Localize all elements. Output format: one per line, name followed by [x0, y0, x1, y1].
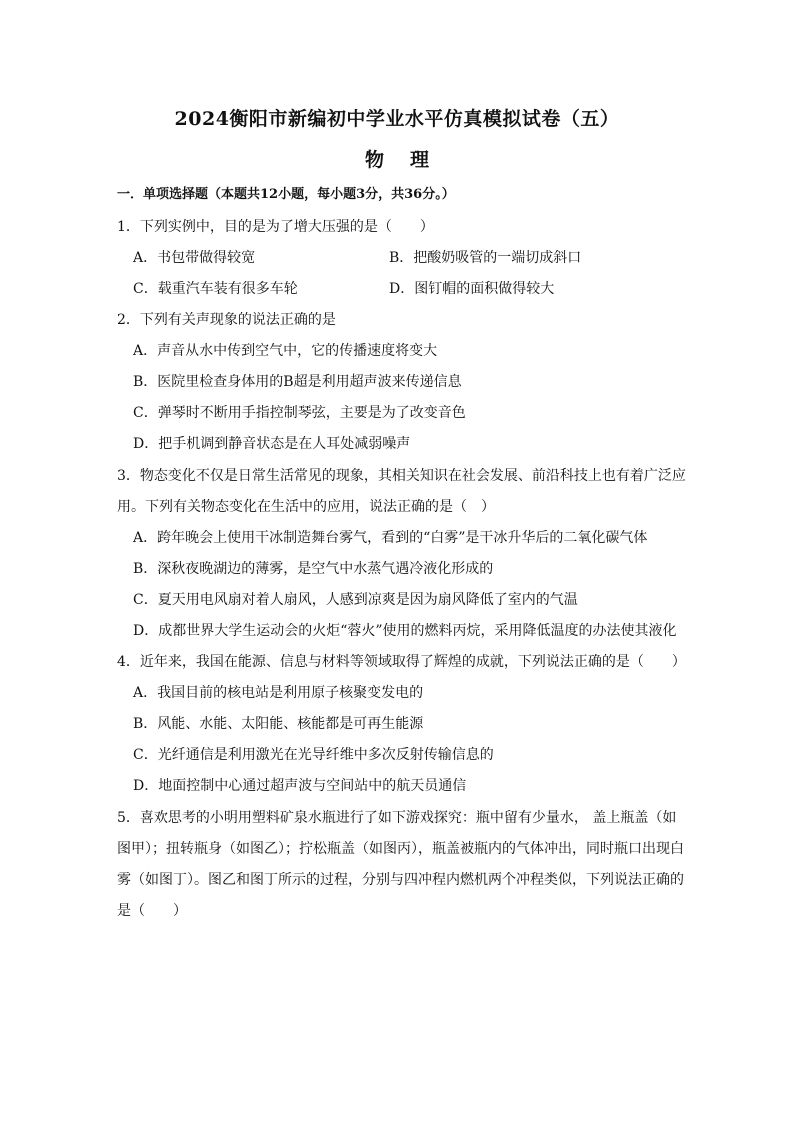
subject-title: 物理	[364, 149, 455, 171]
question-4-stem: 4．近年来，我国在能源、信息与材料等领域取得了辉煌的成就，下列说法正确的是（ ）	[117, 654, 686, 670]
question-1-option-a: A．书包带做得较宽	[133, 250, 256, 266]
question-1-stem: 1．下列实例中，目的是为了增大压强的是（ ）	[117, 219, 434, 235]
question-5-stem-line-4: 是（ ）	[117, 903, 187, 919]
question-3-stem-line-1: 3．物态变化不仅是日常生活常见的现象，其相关知识在社会发展、前沿科技上也有着广泛应	[117, 468, 686, 484]
question-3-option-b: B．深秋夜晚湖边的薄雾，是空气中水蒸气遇冷液化形成的	[133, 561, 494, 577]
exam-title: 2024衡阳市新编初中学业水平仿真模拟试卷（五）	[174, 108, 620, 130]
question-1-option-c: C．载重汽车装有很多车轮	[133, 281, 298, 297]
question-2-option-d: D．把手机调到静音状态是在人耳处减弱噪声	[133, 436, 411, 452]
question-1-option-d: D．图钉帽的面积做得较大	[389, 281, 555, 297]
question-3-option-d: D．成都世界大学生运动会的火炬“蓉火”使用的燃料丙烷，采用降低温度的办法使其液化	[133, 623, 677, 639]
section-heading: 一．单项选择题（本题共12小题，每小题3分，共36分。）	[117, 187, 455, 202]
question-4-option-d: D．地面控制中心通过超声波与空间站中的航天员通信	[133, 778, 467, 794]
question-4-option-a: A．我国目前的核电站是利用原子核聚变发电的	[133, 685, 424, 701]
question-2-option-c: C．弹琴时不断用手指控制琴弦，主要是为了改变音色	[133, 405, 466, 421]
question-5-stem-line-1: 5．喜欢思考的小明用塑料矿泉水瓶进行了如下游戏探究：瓶中留有少量水， 盖上瓶盖（如	[117, 810, 677, 826]
question-5-stem-line-3: 雾（如图丁）。图乙和图丁所示的过程，分别与四冲程内燃机两个冲程类似，下列说法正确的	[117, 872, 684, 888]
question-1-option-b: B．把酸奶吸管的一端切成斜口	[389, 250, 582, 266]
question-2-stem: 2．下列有关声现象的说法正确的是	[117, 312, 336, 328]
question-3-option-a: A．跨年晚会上使用干冰制造舞台雾气，看到的“白雾”是干冰升华后的二氧化碳气体	[133, 530, 648, 546]
question-2-option-b: B．医院里检查身体用的B超是利用超声波来传递信息	[133, 374, 462, 390]
question-3-stem-line-2: 用。下列有关物态变化在生活中的应用，说法正确的是（ ）	[117, 499, 495, 515]
question-2-option-a: A．声音从水中传到空气中，它的传播速度将变大	[133, 343, 438, 359]
question-4-option-b: B．风能、水能、太阳能、核能都是可再生能源	[133, 716, 424, 732]
question-4-option-c: C．光纤通信是利用激光在光导纤维中多次反射传输信息的	[133, 747, 494, 763]
question-5-stem-line-2: 图甲）；扭转瓶身（如图乙）；拧松瓶盖（如图丙），瓶盖被瓶内的气体冲出，同时瓶口出现白	[117, 841, 684, 857]
question-3-option-c: C．夏天用电风扇对着人扇风，人感到凉爽是因为扇风降低了室内的气温	[133, 592, 578, 608]
